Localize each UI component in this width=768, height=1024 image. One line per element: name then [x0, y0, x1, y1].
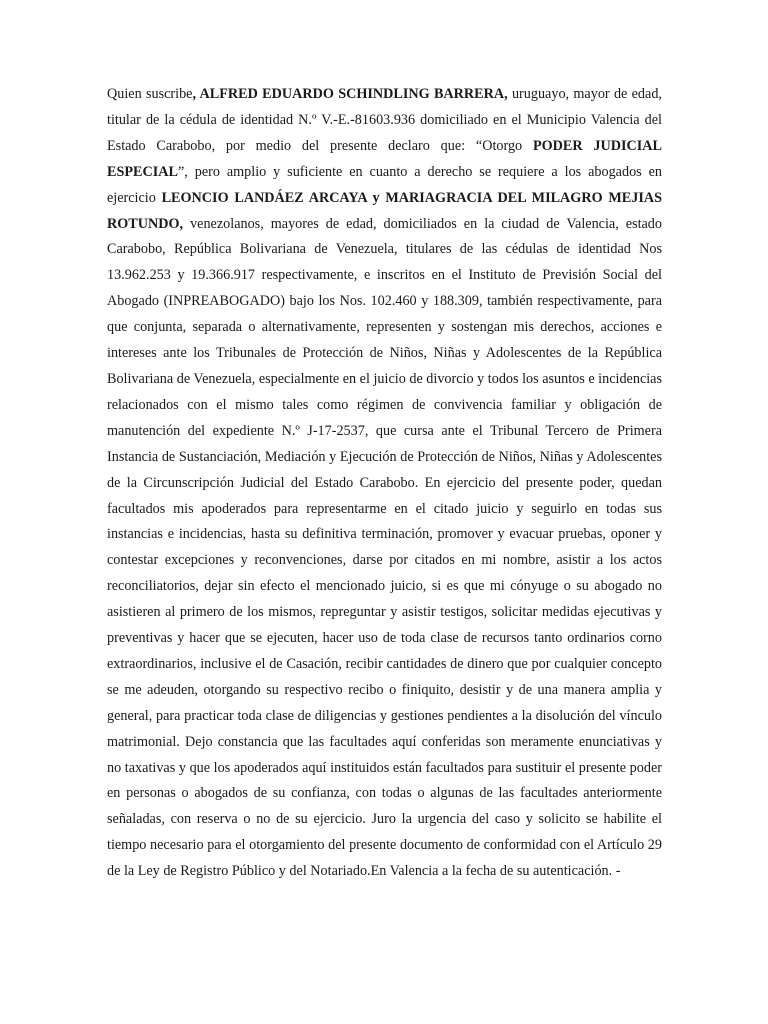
- text-segment-body: venezolanos, mayores de edad, domiciliados en la ciudad de Valencia, estado Carabobo, República Bolivariana de Venezuela, titulares de las cédulas de identidad Nos 13.962.253 y 19.366.917 respectivamente, e inscritos en el Instituto de Previsión Social del Abogado (INPREABOGADO) bajo los Nos. 102.460 y 188.309, también respectivamente, para que conjunta, separada o alternativamente, representen y sostengan mis derechos, acciones e intereses ante los Tribunales de Protección de Niños, Niñas y Adolescentes de la República Bolivariana de Venezuela, especialmente en el juicio de divorcio y todos los asuntos e incidencias relacionados con el mismo tales como régimen de convivencia familiar y obligación de manutención del expediente N.º J-17-2537, que cursa ante el Tribunal Tercero de Primera Instancia de Sustanciación, Mediación y Ejecución de Protección de Niños, Niñas y Adolescentes de la Circunscripción Judicial del Estado Carabobo. En ejercicio del presente poder, quedan facultados mis apoderados para representarme en el citado juicio y seguirlo en todas sus instancias e incidencias, hasta su definitiva terminación, promover y evacuar pruebas, oponer y contestar excepciones y reconvenciones, darse por citados en mi nombre, asistir a los actos reconciliatorios, dejar sin efecto el mencionado juicio, si es que mi cónyuge o su abogado no asistieren al primero de los mismos, repreguntar y asistir testigos, solicitar medidas ejecutivas y preventivas y hacer que se ejecuten, hacer uso de toda clase de recursos tanto ordinarios corno extraordinarios, inclusive el de Casación, recibir cantidades de dinero que por cualquier concepto se me adeuden, otorgando su respectivo recibo o finiquito, desistir y de una manera amplia y general, para practicar toda clase de diligencias y gestiones pendientes a la disolución del vínculo matrimonial. Dejo constancia que las facultades aquí conferidas son meramente enunciativas y no taxativas y que los apoderados aquí instituidos están facultados para sustituir el presente poder en personas o abogados de su confianza, con todas o algunas de las facultades anteriormente señaladas, con reserva o no de su ejercicio. Juro la urgencia del caso y solicito se habilite el tiempo necesario para el otorgamiento del presente documento de conformidad con el Artículo 29 de la Ley de Registro Público y del Notariado.En Valencia a la fecha de su autenticación. -: [107, 215, 662, 880]
- text-segment-grantor-details: uruguayo, mayor de edad, titular de la cédula de identidad N.º V.-E.-81603.936 domiciliado en el Municipio Valencia del Estado Carabobo, por medio del presente declaro que: “Otorgo: [107, 86, 662, 154]
- power-of-attorney-paragraph: [107, 82, 662, 885]
- text-segment-scope: ”, pero amplio y suficiente en cuanto a derecho se requiere a los abogados en ejercicio: [107, 163, 662, 206]
- grantor-name: , ALFRED EDUARDO SCHINDLING BARRERA,: [192, 86, 508, 102]
- text-segment-intro: Quien suscribe: [107, 86, 193, 102]
- attorney-names: LEONCIO LANDÁEZ ARCAYA y MARIAGRACIA DEL MILAGRO MEJIAS ROTUNDO,: [107, 189, 662, 232]
- power-type: PODER JUDICIAL ESPECIAL: [107, 137, 662, 180]
